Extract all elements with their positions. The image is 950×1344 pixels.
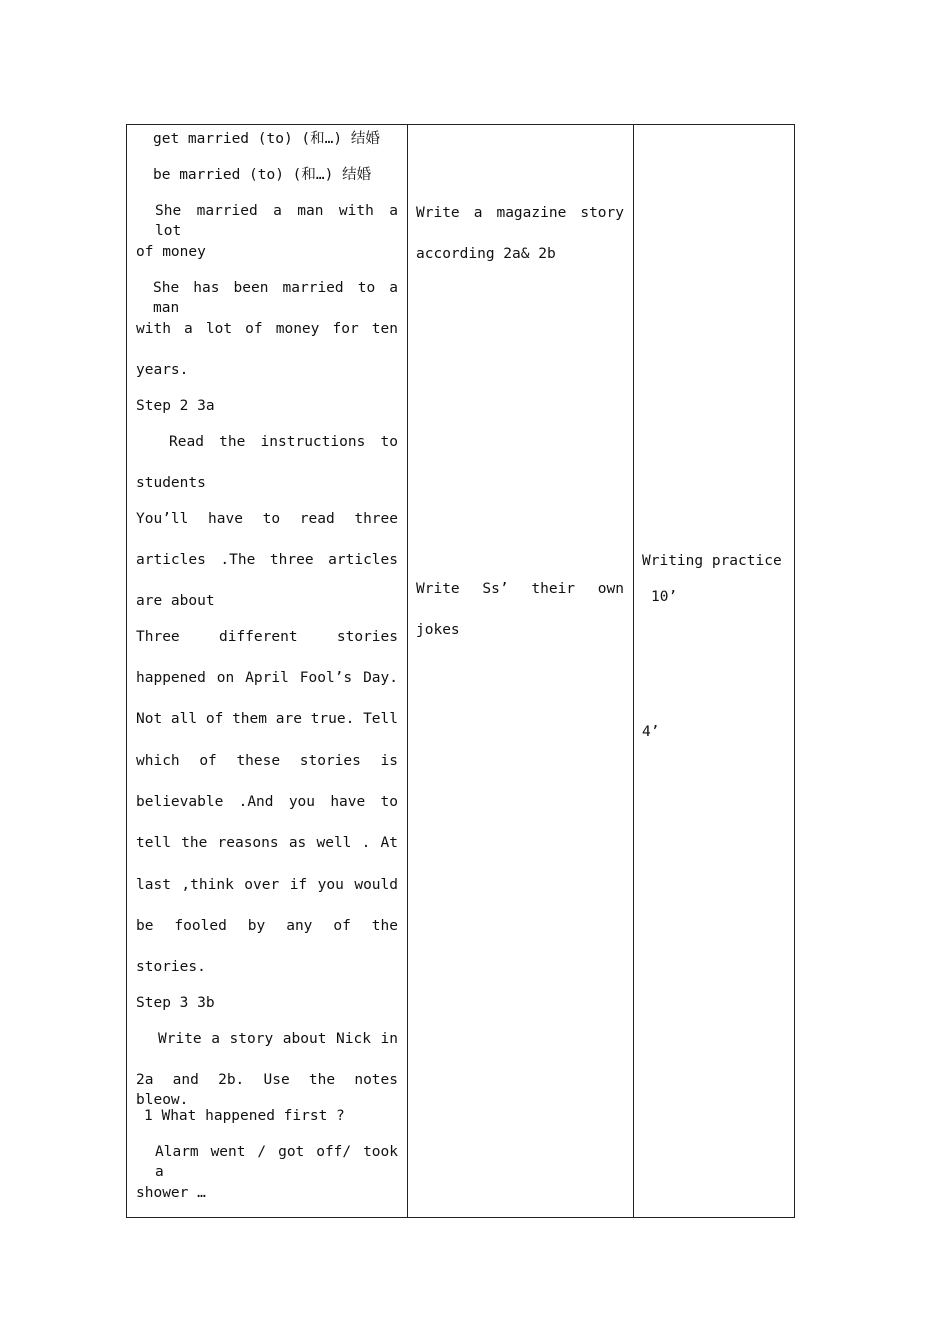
text-line: Three different stories xyxy=(136,629,398,645)
text-line: She has been married to a man xyxy=(153,280,398,316)
time-label: 4’ xyxy=(642,724,660,740)
text-line: of money xyxy=(136,244,206,260)
purpose-text: Writing practice xyxy=(642,553,782,569)
column-divider xyxy=(407,125,408,1217)
text-line: articles .The three articles xyxy=(136,552,398,568)
text-line: which of these stories is xyxy=(136,753,398,769)
text-line: be fooled by any of the xyxy=(136,918,398,934)
activity-text: according 2a& 2b xyxy=(416,246,556,262)
time-label: 10’ xyxy=(651,589,678,605)
text-line: with a lot of money for ten xyxy=(136,321,398,337)
text-line: are about xyxy=(136,593,215,609)
step-heading: Step 2 3a xyxy=(136,398,215,414)
text-line: Read the instructions to xyxy=(169,434,398,450)
text-line: shower … xyxy=(136,1185,206,1201)
text-line: tell the reasons as well . At xyxy=(136,835,398,851)
text-line: Write a story about Nick in xyxy=(158,1031,398,1047)
text-line: Not all of them are true. Tell xyxy=(136,711,398,727)
text-line: get married (to) (和…) 结婚 xyxy=(153,131,380,147)
text-line: Alarm went / got off/ took a xyxy=(155,1144,398,1180)
text-line: years. xyxy=(136,362,189,378)
text-line: stories. xyxy=(136,959,206,975)
text-line: be married (to) (和…) 结婚 xyxy=(153,167,372,183)
text-line: You’ll have to read three xyxy=(136,511,398,527)
text-line: students xyxy=(136,475,206,491)
lesson-table xyxy=(126,124,795,1218)
activity-text: Write Ss’ their own xyxy=(416,581,624,597)
text-line: believable .And you have to xyxy=(136,794,398,810)
step-heading: Step 3 3b xyxy=(136,995,215,1011)
activity-text: Write a magazine story xyxy=(416,205,624,221)
text-line: 2a and 2b. Use the notes bleow. xyxy=(136,1072,398,1108)
column-divider xyxy=(633,125,634,1217)
activity-text: jokes xyxy=(416,622,460,638)
text-line: She married a man with a lot xyxy=(155,203,398,239)
text-line: last ,think over if you would xyxy=(136,877,398,893)
text-line: 1 What happened first ? xyxy=(144,1108,345,1124)
text-line: happened on April Fool’s Day. xyxy=(136,670,398,686)
